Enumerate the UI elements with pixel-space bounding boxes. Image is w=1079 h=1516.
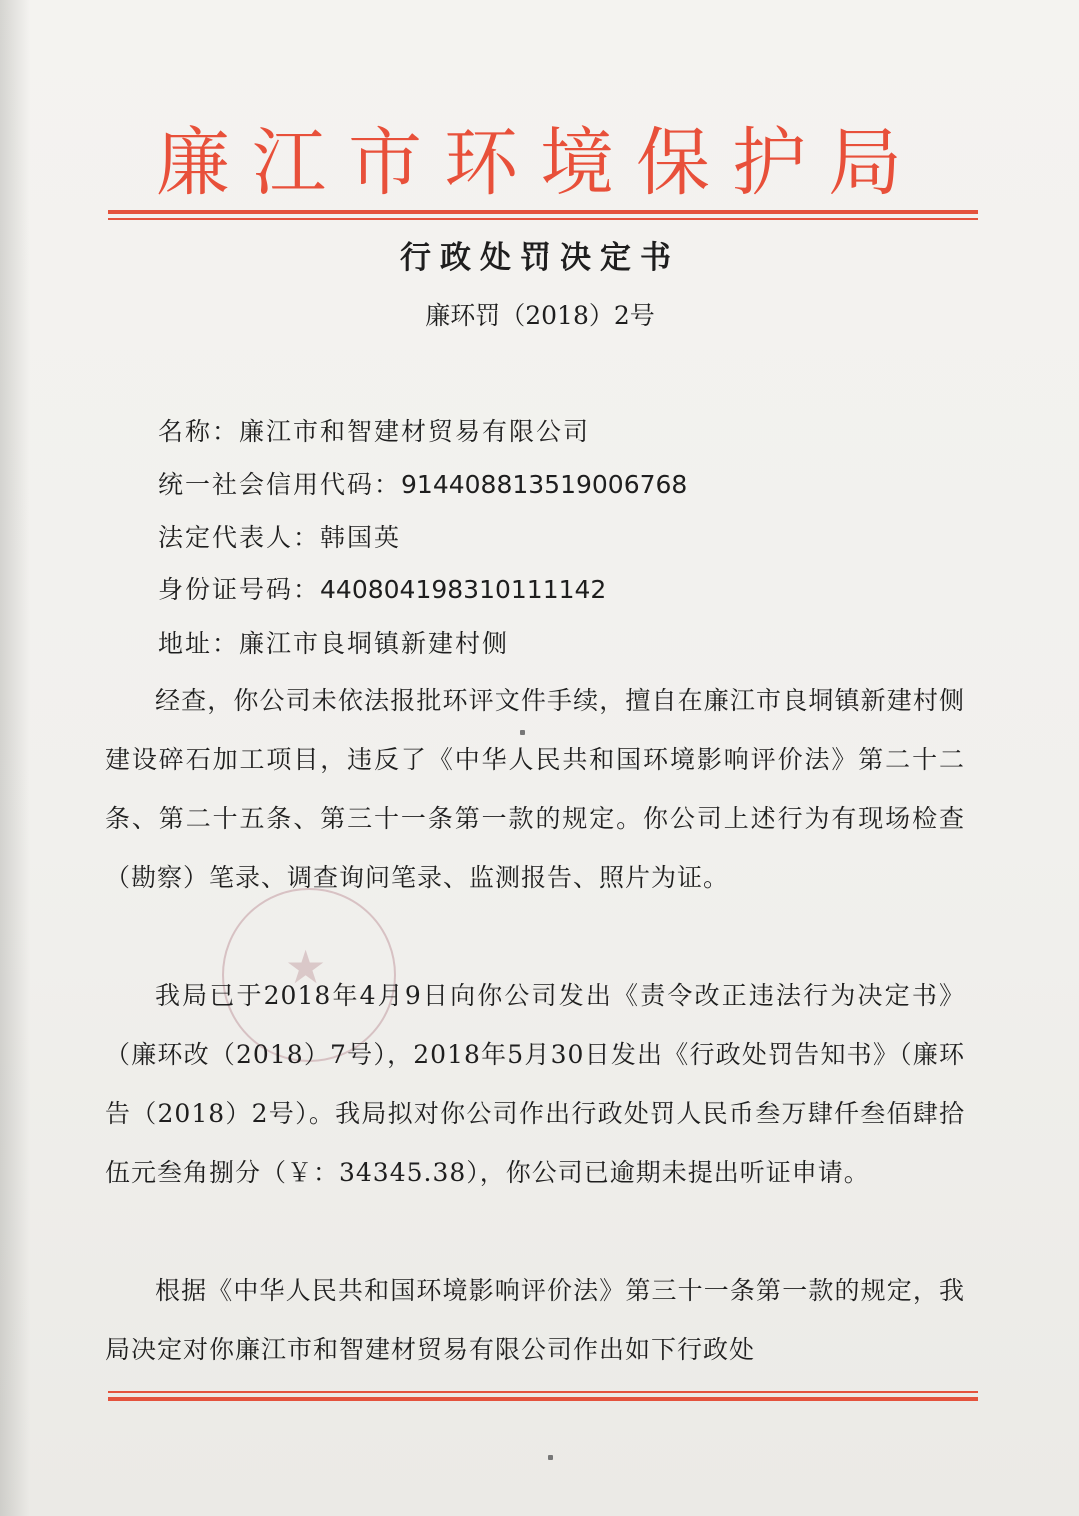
agency-letterhead: 廉江市环境保护局	[156, 120, 924, 206]
party-name-label: 名称：	[158, 417, 240, 446]
address-label: 地址：	[158, 629, 240, 658]
representative-value: 韩国英	[320, 523, 402, 552]
representative-line	[158, 520, 401, 556]
letterhead-red-rule-thick	[108, 210, 978, 214]
credit-code-value: 91440881351900676​8	[401, 470, 688, 499]
document-title: 行政处罚决定书	[400, 240, 680, 276]
footer-red-rule-thin	[108, 1391, 978, 1393]
letterhead-red-rule-thin	[108, 218, 978, 220]
address-line	[158, 626, 509, 662]
party-name-line	[158, 414, 590, 450]
id-number-value: 440804198310111142	[320, 575, 607, 604]
document-number: 廉环罚（2018）2号	[425, 301, 655, 330]
credit-code-line	[158, 467, 687, 503]
party-name-value: 廉江市和智建材贸易有限公司	[239, 417, 591, 446]
representative-label: 法定代表人：	[158, 523, 321, 552]
id-number-line	[158, 572, 606, 608]
address-value: 廉江市良垌镇新建村侧	[239, 629, 510, 658]
decision-paragraph: 根据《中华人民共和国环境影响评价法》第三十一条第一款的规定，我局决定对你廉江市和智建材贸易有限公司作出如下行政处	[105, 1276, 965, 1364]
notice-paragraph: 我局已于2018年4月9日向你公司发出《责令改正违法行为决定书》（廉环改（2018）7号），2018年5月30日发出《行政处罚告知书》（廉环告（2018）2号）。我局拟对你公司作出行政处罚人民币叁万肆仟叁佰肆拾伍元叁角捌分（￥：34345.38），你公司已逾期未提出听证申请。	[105, 981, 965, 1187]
paper-speck	[520, 730, 525, 735]
seal-star-icon: ★	[285, 940, 327, 994]
id-number-label: 身份证号码：	[158, 575, 321, 604]
findings-paragraph: 经查，你公司未依法报批环评文件手续，擅自在廉江市良垌镇新建村侧建设碎石加工项目，违反了《中华人民共和国环境影响评价法》第二十二条、第二十五条、第三十一条第一款的规定。你公司上述行为有现场检查（勘察）笔录、调查询问笔录、监测报告、照片为证。	[105, 686, 965, 892]
footer-red-rule-thick	[108, 1397, 978, 1401]
paper-speck	[548, 1455, 553, 1460]
credit-code-label: 统一社会信用代码：	[158, 470, 402, 499]
page-edge-shadow	[0, 0, 30, 1516]
